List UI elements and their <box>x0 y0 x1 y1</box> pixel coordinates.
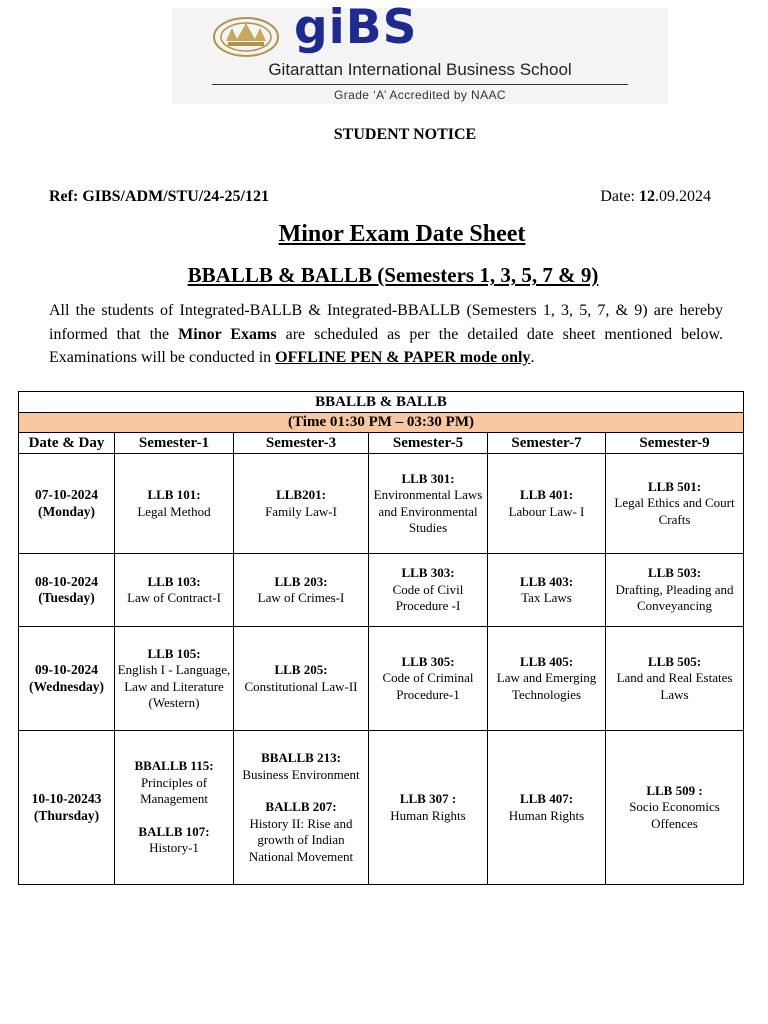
course-code: BBALLB 213: <box>261 750 341 765</box>
exam-cell <box>488 454 606 554</box>
course-subject: Code of Criminal Procedure-1 <box>382 670 474 702</box>
course-subject: Land and Real Estates Laws <box>616 670 733 702</box>
course-code: LLB 101: <box>147 487 201 502</box>
course-subject: Labour Law- I <box>508 503 585 519</box>
exam-cell <box>369 627 488 731</box>
course-code: LLB 105: <box>147 645 201 661</box>
course-code: LLB 303: <box>401 565 455 581</box>
page-title: Minor Exam Date Sheet <box>278 221 526 247</box>
course-code: LLB 307 : <box>399 791 457 806</box>
table-header-row <box>19 433 744 454</box>
spacer <box>236 783 366 799</box>
exam-day: (Tuesday) <box>38 590 95 605</box>
column-header-semester-1: Semester-1 <box>115 433 234 454</box>
date-day-cell <box>19 454 115 554</box>
course-subject: Family Law-I <box>265 503 337 519</box>
column-header-semester-7: Semester-7 <box>488 433 606 454</box>
spacer <box>117 808 231 824</box>
exam-cell <box>369 454 488 554</box>
reference-number: Ref: GIBS/ADM/STU/24-25/121 <box>49 188 269 205</box>
date-day-cell <box>19 627 115 731</box>
course-subject: Socio Economics Offences <box>629 799 720 831</box>
letterhead-divider <box>212 84 628 85</box>
table-row <box>19 731 744 885</box>
course-subject: English I - Language, Law and Literature (Western) <box>117 662 231 710</box>
column-header-semester-9: Semester-9 <box>606 433 744 454</box>
table-row <box>19 454 744 554</box>
date-rest: .09.2024 <box>655 188 711 205</box>
column-header-date: Date & Day <box>19 433 115 454</box>
exam-cell <box>234 627 369 731</box>
course-code: LLB 403: <box>519 573 574 589</box>
exam-date: 09-10-2024 <box>35 662 98 677</box>
course-code: BALLB 107: <box>138 823 210 839</box>
course-code: LLB 505: <box>647 653 702 669</box>
exam-date: 07-10-2024 <box>35 487 98 502</box>
intro-text-3: . <box>530 349 535 366</box>
exam-cell <box>115 731 234 885</box>
course-subject: Human Rights <box>390 807 466 823</box>
exam-cell <box>234 554 369 627</box>
course-subject: Code of Civil Procedure -I <box>392 581 464 614</box>
date-day-cell <box>19 731 115 885</box>
course-subject: Business Environment <box>242 766 360 782</box>
course-subject: Constitutional Law-II <box>244 678 358 694</box>
course-subject: Law of Contract-I <box>127 590 221 605</box>
date-day: 12 <box>639 188 655 205</box>
course-code: LLB201: <box>276 487 326 502</box>
exam-day: (Monday) <box>38 503 95 519</box>
course-code: LLB 503: <box>647 565 702 581</box>
course-code: LLB 509 : <box>646 782 703 798</box>
course-subject: Law of Crimes-I <box>257 590 345 605</box>
course-code: LLB 203: <box>274 573 328 589</box>
exam-cell <box>369 554 488 627</box>
course-code: LLB 301: <box>401 470 455 486</box>
course-code: LLB 501: <box>647 478 702 494</box>
exam-cell <box>234 731 369 885</box>
exam-cell <box>606 454 744 554</box>
exam-cell <box>115 627 234 731</box>
exam-date: 10-10-20243 <box>31 791 102 806</box>
exam-cell <box>606 731 744 885</box>
course-subject: Environmental Laws and Environmental Studies <box>373 487 483 535</box>
accreditation-line: Grade ‘A’ Accredited by NAAC <box>334 88 506 102</box>
institute-emblem-icon <box>212 16 280 58</box>
exam-date: 08-10-2024 <box>35 573 98 589</box>
course-subject: Legal Ethics and Court Crafts <box>614 495 735 527</box>
notice-label: STUDENT NOTICE <box>333 126 477 143</box>
column-header-semester-5: Semester-5 <box>369 433 488 454</box>
brand-logo-text: giBS <box>294 0 418 55</box>
intro-text-2: are scheduled as per the detailed date sheet mentioned below. Examinations will be conducted in <box>49 325 724 366</box>
date-prefix: Date: <box>600 188 639 205</box>
intro-paragraph <box>49 299 723 370</box>
intro-text-1: All the students of Integrated-BALLB & Integrated-BBALLB (Semesters 1, 3, 5, 7, & 9) are hereby informed that the <box>49 302 723 343</box>
course-subject: Tax Laws <box>521 590 572 605</box>
intro-bold-text: Minor Exams <box>178 325 277 343</box>
table-band-time: (Time 01:30 PM – 03:30 PM) <box>19 413 744 433</box>
course-subject: Law and Emerging Technologies <box>496 670 597 702</box>
column-header-semester-3: Semester-3 <box>234 433 369 454</box>
exam-cell <box>488 554 606 627</box>
course-subject: History II: Rise and growth of Indian National Movement <box>248 815 354 864</box>
course-code: LLB 405: <box>519 653 574 669</box>
exam-cell <box>488 731 606 885</box>
exam-day: (Wednesday) <box>28 678 104 694</box>
exam-cell <box>606 627 744 731</box>
exam-cell <box>369 731 488 885</box>
exam-day: (Thursday) <box>33 807 100 823</box>
course-code: LLB 407: <box>519 791 574 806</box>
course-code: BALLB 207: <box>265 799 337 814</box>
course-subject: Human Rights <box>508 807 585 823</box>
notice-date <box>600 187 711 206</box>
table-row <box>19 627 744 731</box>
school-name: Gitarattan International Business School <box>268 60 572 79</box>
course-subject: Drafting, Pleading and Conveyancing <box>615 581 734 614</box>
date-day-cell <box>19 554 115 627</box>
course-subject: History-1 <box>149 840 199 856</box>
exam-cell <box>488 627 606 731</box>
table-row <box>19 554 744 627</box>
course-code: LLB 305: <box>401 653 455 669</box>
intro-underlined-text: OFFLINE PEN & PAPER mode only <box>275 349 531 366</box>
table-band-title: BBALLB & BALLB <box>19 392 744 413</box>
exam-cell <box>115 454 234 554</box>
exam-date-sheet-table <box>18 391 744 885</box>
exam-cell <box>606 554 744 627</box>
course-code: LLB 401: <box>519 487 574 502</box>
course-subject: Principles of Management <box>140 774 208 807</box>
course-code: LLB 103: <box>147 573 201 589</box>
course-subject: Legal Method <box>137 503 211 519</box>
exam-cell <box>234 454 369 554</box>
letterhead <box>172 0 668 104</box>
course-code: BBALLB 115: <box>134 758 214 774</box>
course-code: LLB 205: <box>274 662 328 677</box>
page-subtitle: BBALLB & BALLB (Semesters 1, 3, 5, 7 & 9) <box>187 263 599 287</box>
exam-cell <box>115 554 234 627</box>
